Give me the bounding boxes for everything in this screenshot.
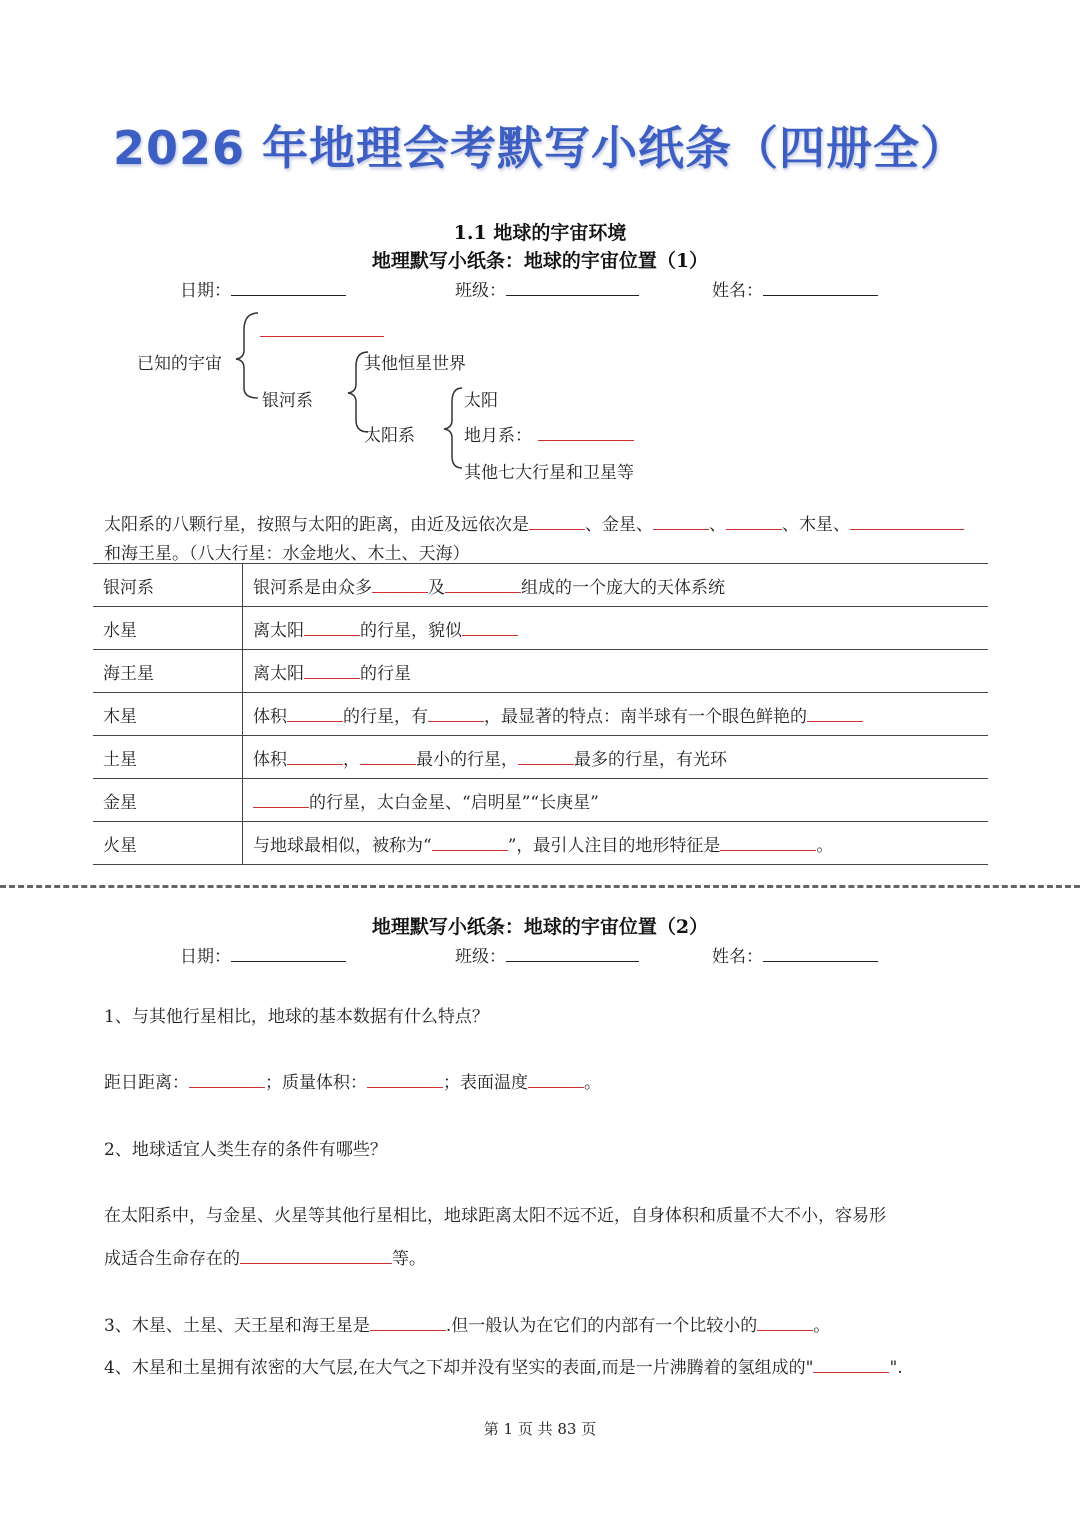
planet-order-line2: 和海王星。（八大行星：水金地火、木土、天海）	[104, 544, 470, 564]
blank-field[interactable]	[287, 746, 343, 765]
blank-field[interactable]	[360, 746, 416, 765]
tree-root-label: 已知的宇宙	[137, 354, 222, 374]
table-row	[93, 736, 988, 779]
tree-solar-system-label: 太阳系	[364, 426, 415, 446]
table-row	[93, 822, 988, 865]
planet-type-field[interactable]	[370, 1312, 446, 1331]
row-key: 金星	[93, 779, 243, 822]
section1-heading: 地理默写小纸条：地球的宇宙位置（1）	[371, 250, 709, 272]
name-label: 姓名：	[712, 281, 763, 301]
blank-field[interactable]	[445, 574, 521, 593]
row-text: 体积 的行星，有 ，最显著的特点：南半球有一个眼色鲜艳的	[243, 693, 989, 736]
blank-field[interactable]	[428, 703, 484, 722]
planet-table	[93, 563, 988, 865]
row-text: 与地球最相似，被称为“ ”，最引人注目的地形特征是 。	[243, 822, 989, 865]
date-field[interactable]	[231, 943, 346, 962]
table-row	[93, 650, 988, 693]
distance-field[interactable]	[189, 1069, 265, 1088]
tree-others-label: 其他七大行星和卫星等	[464, 463, 634, 483]
blank-field[interactable]	[807, 703, 863, 722]
date-label: 日期：	[180, 281, 231, 301]
question-3: 3、木星、土星、天王星和海王星是 .但一般认为在它们的内部有一个比较小的 。	[104, 1311, 830, 1336]
document-title: 2026 年地理会考默写小纸条（四册全）	[112, 121, 968, 175]
mass-volume-field[interactable]	[367, 1069, 443, 1088]
row-text: 离太阳 的行星，貌似	[243, 607, 989, 650]
tree-sun-label: 太阳	[464, 391, 498, 411]
table-row	[93, 607, 988, 650]
temperature-field[interactable]	[528, 1069, 584, 1088]
answer-2-line1: 在太阳系中，与金星、火星等其他行星相比，地球距离太阳不远不近，自身体积和质量不大不小，容易形	[104, 1206, 886, 1226]
universe-blank-field[interactable]	[260, 318, 384, 337]
life-conditions-field[interactable]	[240, 1245, 392, 1264]
row-key: 银河系	[93, 564, 243, 607]
row-text: 的行星，太白金星、“启明星”“长庚星”	[243, 779, 989, 822]
answer-2-line2: 成适合生命存在的 等。	[104, 1244, 426, 1269]
class-label: 班级：	[455, 947, 506, 967]
answer-1: 距日距离： ；质量体积： ；表面温度 。	[104, 1068, 601, 1093]
tree-other-stars-label: 其他恒星世界	[364, 354, 466, 374]
table-row	[93, 779, 988, 822]
table-row	[93, 564, 988, 607]
row-key: 水星	[93, 607, 243, 650]
row-key: 火星	[93, 822, 243, 865]
question-4: 4、木星和土星拥有浓密的大气层,在大气之下却并没有坚实的表面,而是一片沸腾着的氢组成的" ".	[104, 1353, 903, 1378]
blank-field[interactable]	[287, 703, 343, 722]
class-label: 班级：	[455, 281, 506, 301]
date-label: 日期：	[180, 947, 231, 967]
question-1: 1、与其他行星相比，地球的基本数据有什么特点？	[104, 1007, 489, 1027]
planet-7-field[interactable]	[850, 511, 964, 530]
planet-order-line1: 太阳系的八颗行星，按照与太阳的距离，由近及远依次是 、金星、 、 、木星、	[104, 510, 964, 535]
blank-field[interactable]	[720, 832, 816, 851]
row-key: 土星	[93, 736, 243, 779]
name-label: 姓名：	[712, 947, 763, 967]
core-field[interactable]	[757, 1312, 813, 1331]
planet-3-field[interactable]	[653, 511, 709, 530]
page-number: 第 1 页 共 83 页	[483, 1420, 597, 1438]
section2-heading: 地理默写小纸条：地球的宇宙位置（2）	[371, 916, 709, 938]
blank-field[interactable]	[304, 660, 360, 679]
blank-field[interactable]	[372, 574, 428, 593]
name-field[interactable]	[763, 943, 878, 962]
blank-field[interactable]	[432, 832, 508, 851]
chapter-title: 1.1 地球的宇宙环境	[453, 222, 627, 244]
earth-moon-field[interactable]	[538, 422, 634, 441]
table-row	[93, 693, 988, 736]
planet-1-field[interactable]	[529, 511, 585, 530]
blank-field[interactable]	[462, 617, 518, 636]
blank-field[interactable]	[253, 789, 309, 808]
hydrogen-ocean-field[interactable]	[813, 1354, 889, 1373]
row-key: 海王星	[93, 650, 243, 693]
row-key: 木星	[93, 693, 243, 736]
row-text: 体积 ， 最小的行星， 最多的行星，有光环	[243, 736, 989, 779]
planet-4-field[interactable]	[726, 511, 782, 530]
tree-milky-way-label: 银河系	[262, 391, 313, 411]
row-text: 离太阳 的行星	[243, 650, 989, 693]
blank-field[interactable]	[304, 617, 360, 636]
blank-field[interactable]	[518, 746, 574, 765]
class-field[interactable]	[506, 943, 639, 962]
tree-earth-moon-label: 地月系：	[464, 426, 532, 446]
row-text: 银河系是由众多 及 组成的一个庞大的天体系统	[243, 564, 989, 607]
question-2: 2、地球适宜人类生存的条件有哪些？	[104, 1140, 387, 1160]
cut-line	[0, 885, 1080, 888]
